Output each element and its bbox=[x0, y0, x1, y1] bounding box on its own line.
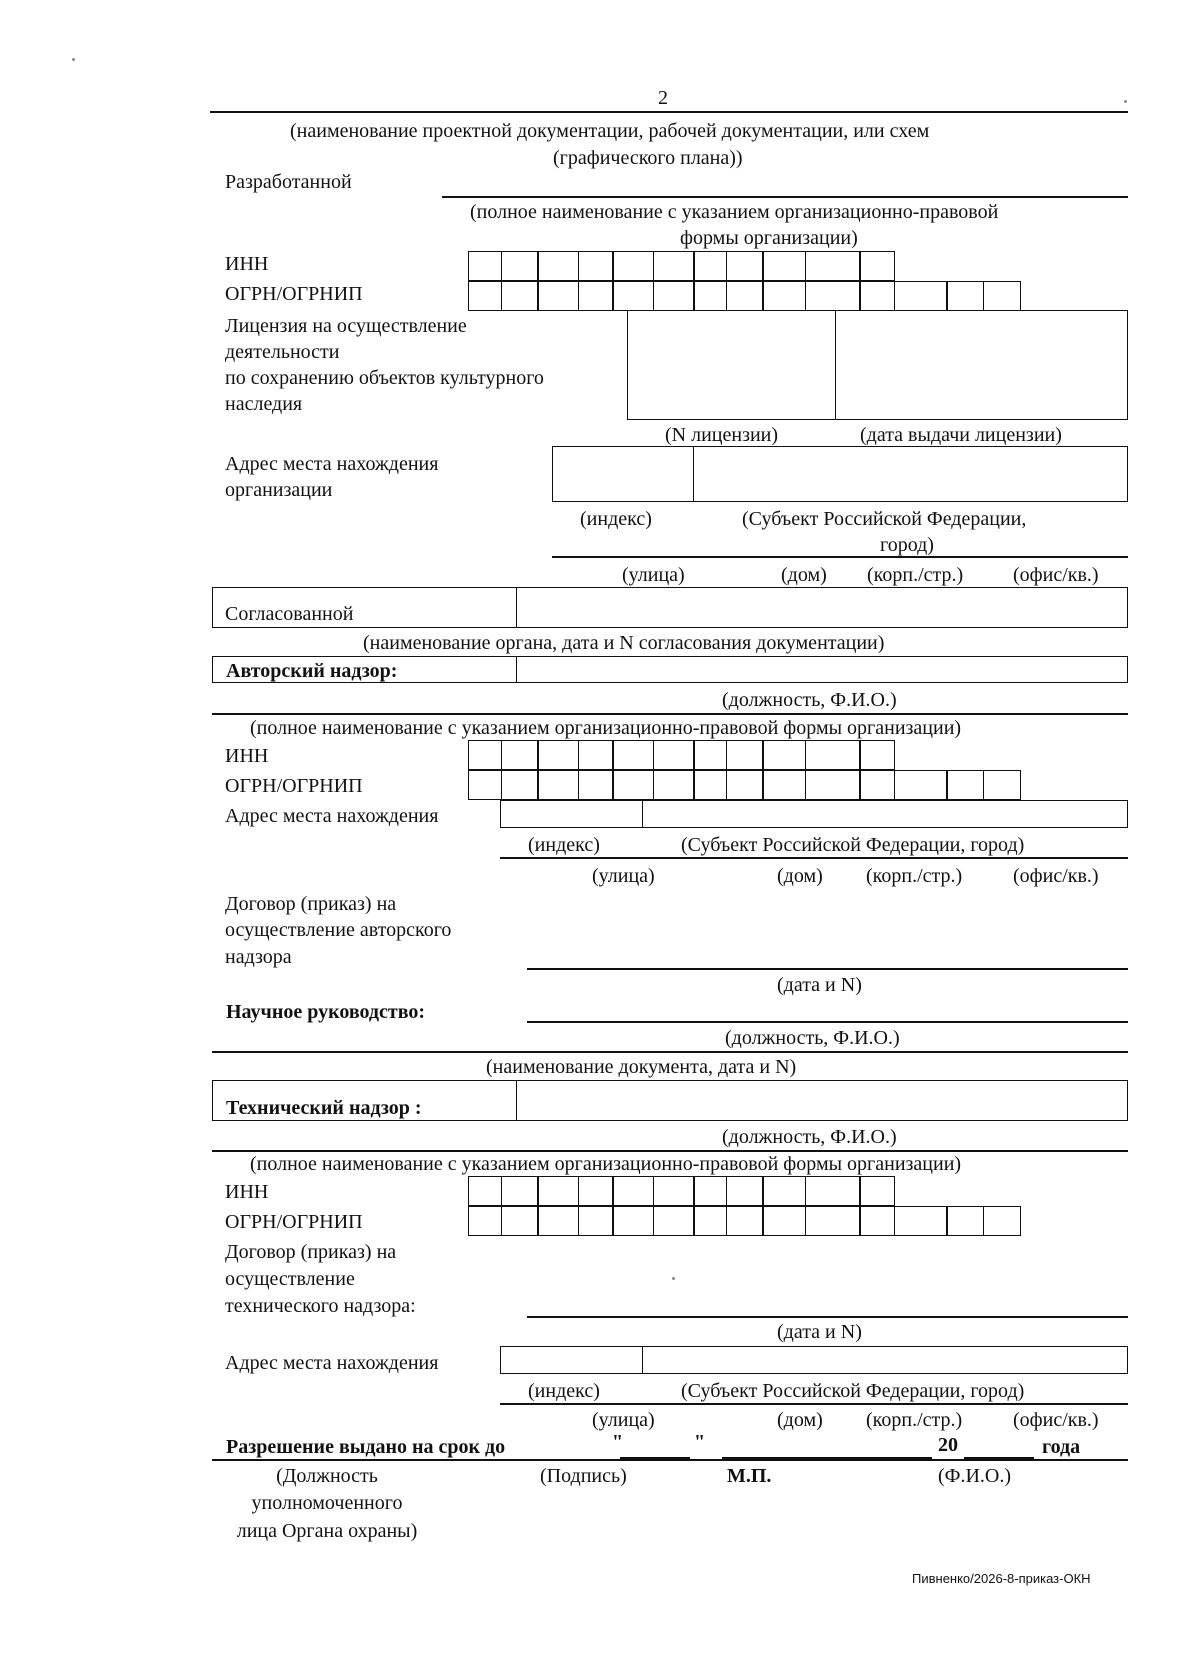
scientific-label: Научное руководство: bbox=[226, 1001, 426, 1023]
technical-subject-hint: (Субъект Российской Федерации, город) bbox=[681, 1380, 1025, 1402]
author-index-hint: (индекс) bbox=[528, 834, 600, 856]
license-box[interactable] bbox=[627, 310, 1128, 420]
developer-ogrn-cells[interactable] bbox=[468, 281, 1019, 311]
technical-inn-cells[interactable] bbox=[468, 1176, 894, 1206]
page-number: 2 bbox=[658, 87, 668, 109]
doc-name-hint: (наименование проектной документации, рабочей документации, или схем bbox=[290, 120, 930, 142]
technical-ogrn-cells[interactable] bbox=[468, 1206, 1019, 1236]
scientific-document-line[interactable] bbox=[212, 1051, 1128, 1053]
author-corp-hint: (корп./стр.) bbox=[866, 865, 963, 887]
permit-quote-open: " bbox=[612, 1431, 624, 1453]
developer-inn-cells[interactable] bbox=[468, 251, 894, 281]
technical-corp-hint: (корп./стр.) bbox=[866, 1409, 963, 1431]
technical-contract-line[interactable] bbox=[527, 1316, 1128, 1318]
developer-address-label-2: организации bbox=[225, 479, 333, 501]
license-number-hint: (N лицензии) bbox=[665, 424, 779, 446]
technical-street-line[interactable] bbox=[500, 1403, 1128, 1405]
developer-street-hint: (улица) bbox=[622, 564, 685, 586]
technical-org-hint: (полное наименование с указанием организационно-правовой формы организации) bbox=[250, 1153, 962, 1175]
author-street-line[interactable] bbox=[500, 857, 1128, 859]
permit-fio-hint: (Ф.И.О.) bbox=[938, 1465, 1012, 1487]
doc-name-line[interactable] bbox=[210, 111, 1128, 113]
author-subject-hint: (Субъект Российской Федерации, город) bbox=[681, 834, 1025, 856]
scientific-position-hint: (должность, Ф.И.О.) bbox=[725, 1027, 900, 1049]
permit-quote-close: " bbox=[694, 1431, 706, 1453]
developer-label: Разработанной bbox=[225, 171, 352, 193]
technical-index-hint: (индекс) bbox=[528, 1380, 600, 1402]
author-supervision-label: Авторский надзор: bbox=[226, 660, 398, 682]
technical-office-hint: (офис/кв.) bbox=[1013, 1409, 1099, 1431]
developer-house-hint: (дом) bbox=[781, 564, 827, 586]
developer-inn-label: ИНН bbox=[225, 253, 269, 275]
author-position-hint: (должность, Ф.И.О.) bbox=[722, 689, 897, 711]
developer-address-label-1: Адрес места нахождения bbox=[225, 453, 439, 475]
technical-address-label: Адрес места нахождения bbox=[225, 1352, 439, 1374]
technical-position-hint: (должность, Ф.И.О.) bbox=[722, 1126, 897, 1148]
permit-position-hint-2: уполномоченного bbox=[251, 1492, 403, 1514]
developer-street-line[interactable] bbox=[552, 556, 1128, 558]
approved-hint: (наименование органа, дата и N согласования документации) bbox=[363, 632, 885, 654]
technical-contract-label-3: технического надзора: bbox=[225, 1295, 416, 1317]
approved-label: Согласованной bbox=[225, 603, 354, 625]
author-org-hint: (полное наименование с указанием организационно-правовой формы организации) bbox=[250, 717, 962, 739]
developer-name-line[interactable] bbox=[442, 196, 1128, 198]
scan-speck bbox=[672, 1277, 675, 1280]
permit-position-hint-3: лица Органа охраны) bbox=[236, 1520, 418, 1542]
author-inn-label: ИНН bbox=[225, 745, 269, 767]
permit-year-suffix: года bbox=[1042, 1436, 1081, 1458]
author-office-hint: (офис/кв.) bbox=[1013, 865, 1099, 887]
developer-address-box[interactable] bbox=[552, 446, 1128, 502]
author-contract-label-2: осуществление авторского bbox=[225, 919, 452, 941]
author-contract-hint: (дата и N) bbox=[777, 974, 862, 996]
technical-contract-hint: (дата и N) bbox=[777, 1321, 862, 1343]
permit-year-prefix: 20 bbox=[938, 1434, 958, 1456]
permit-position-hint-1: (Должность bbox=[276, 1465, 378, 1487]
developer-office-hint: (офис/кв.) bbox=[1013, 564, 1099, 586]
author-street-hint: (улица) bbox=[592, 865, 655, 887]
author-contract-label-3: надзора bbox=[225, 946, 292, 968]
author-address-box[interactable] bbox=[500, 800, 1128, 828]
technical-org-line[interactable] bbox=[212, 1150, 1128, 1152]
author-ogrn-label: ОГРН/ОГРНИП bbox=[225, 775, 363, 797]
author-house-hint: (дом) bbox=[777, 865, 823, 887]
license-label-3: по сохранению объектов культурного bbox=[225, 367, 544, 389]
developer-corp-hint: (корп./стр.) bbox=[867, 564, 964, 586]
footer-code: Пивненко/2026-8-приказ-ОКН bbox=[912, 1571, 1091, 1586]
license-date-hint: (дата выдачи лицензии) bbox=[860, 424, 1062, 446]
author-org-line[interactable] bbox=[212, 713, 1128, 715]
license-label-2: деятельности bbox=[225, 341, 340, 363]
permit-signature-hint: (Подпись) bbox=[540, 1465, 627, 1487]
technical-house-hint: (дом) bbox=[777, 1409, 823, 1431]
developer-subject-hint-2: город) bbox=[880, 534, 934, 556]
technical-address-box[interactable] bbox=[500, 1346, 1128, 1374]
developer-hint-2: формы организации) bbox=[680, 227, 858, 249]
technical-street-hint: (улица) bbox=[592, 1409, 655, 1431]
scientific-document-hint: (наименование документа, дата и N) bbox=[486, 1056, 797, 1078]
scan-speck bbox=[72, 58, 75, 61]
technical-supervision-label: Технический надзор : bbox=[226, 1097, 422, 1119]
technical-inn-label: ИНН bbox=[225, 1181, 269, 1203]
technical-ogrn-label: ОГРН/ОГРНИП bbox=[225, 1211, 363, 1233]
permit-stamp: М.П. bbox=[727, 1465, 772, 1487]
developer-ogrn-label: ОГРН/ОГРНИП bbox=[225, 283, 363, 305]
developer-index-hint: (индекс) bbox=[580, 508, 652, 530]
author-inn-cells[interactable] bbox=[468, 740, 894, 770]
permit-label: Разрешение выдано на срок до bbox=[226, 1436, 506, 1458]
developer-subject-hint: (Субъект Российской Федерации, bbox=[742, 508, 1027, 530]
technical-contract-label-1: Договор (приказ) на bbox=[225, 1241, 397, 1263]
technical-contract-label-2: осуществление bbox=[225, 1268, 355, 1290]
license-label-4: наследия bbox=[225, 393, 303, 415]
scan-speck bbox=[1124, 100, 1127, 103]
scientific-position-line[interactable] bbox=[527, 1021, 1128, 1023]
doc-name-hint-2: (графического плана)) bbox=[553, 147, 743, 169]
author-contract-label-1: Договор (приказ) на bbox=[225, 893, 397, 915]
permit-bottom-line bbox=[212, 1459, 1128, 1461]
developer-hint: (полное наименование с указанием организационно-правовой bbox=[470, 201, 999, 223]
author-ogrn-cells[interactable] bbox=[468, 770, 1019, 800]
author-address-label: Адрес места нахождения bbox=[225, 805, 439, 827]
license-label-1: Лицензия на осуществление bbox=[225, 315, 467, 337]
author-contract-line[interactable] bbox=[527, 968, 1128, 970]
